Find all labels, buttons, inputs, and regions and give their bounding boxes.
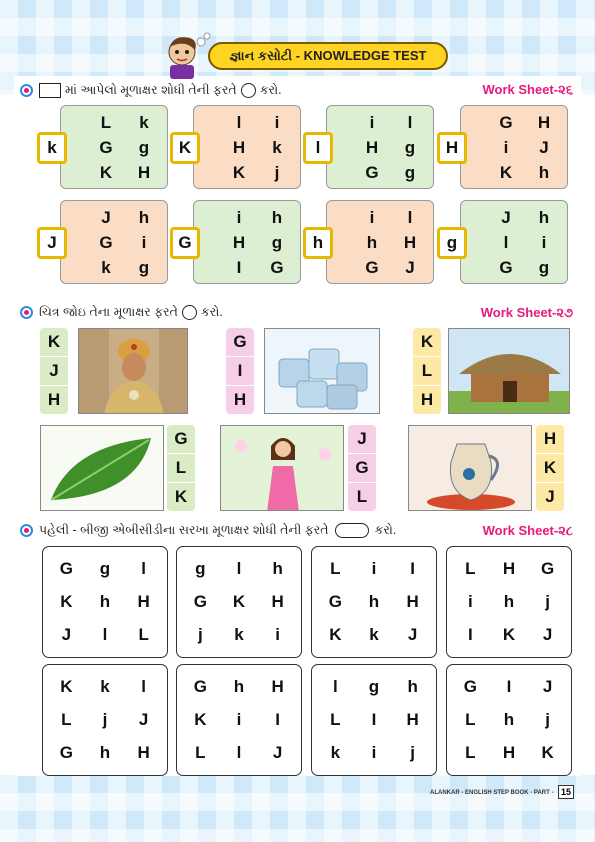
- header-banner: [160, 32, 450, 72]
- grid-letter[interactable]: K: [99, 163, 113, 183]
- girl-picture: [220, 425, 344, 511]
- letter-choice[interactable]: H: [420, 390, 434, 409]
- grid-letter[interactable]: H: [403, 232, 417, 252]
- grid-letter[interactable]: k: [369, 624, 379, 644]
- bullet-icon: [20, 524, 33, 537]
- thinking-boy-icon: [160, 32, 212, 80]
- grid-letter[interactable]: J: [138, 709, 149, 729]
- grid-letter[interactable]: h: [503, 709, 515, 729]
- letter-choice[interactable]: K: [413, 328, 441, 357]
- oval-icon: [335, 523, 369, 538]
- grid-letter[interactable]: J: [101, 207, 111, 227]
- grid-letter[interactable]: G: [193, 591, 207, 611]
- grid-letter[interactable]: j: [545, 591, 551, 611]
- grid-letter[interactable]: H: [502, 559, 516, 579]
- grid-letter[interactable]: l: [141, 677, 147, 697]
- grid-letter[interactable]: g: [404, 137, 416, 157]
- grid-letter[interactable]: g: [538, 258, 550, 278]
- grid-letter[interactable]: i: [274, 112, 280, 132]
- letter-choice-stack: [413, 328, 441, 414]
- section2-instruction: [20, 302, 223, 322]
- grid-letter[interactable]: I: [275, 709, 281, 729]
- letter-choice-stack: [40, 328, 68, 414]
- grid-letter[interactable]: H: [137, 163, 151, 183]
- letter-grid: [312, 200, 434, 284]
- grid-letter[interactable]: K: [60, 677, 73, 697]
- section3-instruction: [20, 520, 396, 540]
- letter-grid: [42, 546, 168, 658]
- letter-choice-stack: [348, 425, 376, 511]
- grid-letter[interactable]: K: [499, 163, 513, 183]
- grid-letter[interactable]: j: [197, 624, 203, 644]
- letter-grid: [311, 546, 437, 658]
- target-letter-box: l: [303, 132, 333, 164]
- grid-letter[interactable]: g: [138, 258, 150, 278]
- grid-letter[interactable]: H: [232, 232, 246, 252]
- grid-letter[interactable]: G: [59, 559, 73, 579]
- page-number: 15: [558, 785, 574, 799]
- letter-grid: [42, 664, 168, 776]
- section3-instruction-text: પહેલી - બીજી એબીસીડીના સરખા મૂળાક્ષર શોધી તેની ફરતે: [39, 522, 329, 537]
- letter-grid: [178, 105, 301, 189]
- grid-letter[interactable]: g: [195, 559, 206, 579]
- letter-grid: [445, 105, 568, 189]
- target-letter-box: H: [437, 132, 467, 164]
- worksheet-label: Work Sheet-૨૮: [482, 523, 573, 538]
- grid-letter[interactable]: I: [410, 559, 416, 579]
- grid-letter[interactable]: J: [61, 624, 72, 644]
- grid-letter[interactable]: h: [368, 591, 380, 611]
- section1-instruction: [20, 80, 282, 100]
- grid-letter[interactable]: l: [332, 677, 338, 697]
- letter-grid: [47, 200, 168, 284]
- grid-letter[interactable]: i: [541, 232, 547, 252]
- grid-letter[interactable]: L: [138, 624, 149, 644]
- letter-choice[interactable]: G: [226, 328, 254, 357]
- jug-picture: [408, 425, 532, 511]
- grid-letter[interactable]: L: [61, 709, 72, 729]
- grid-letter[interactable]: j: [102, 709, 108, 729]
- grid-letter[interactable]: i: [141, 232, 147, 252]
- letter-choice[interactable]: H: [47, 390, 61, 409]
- grid-letter[interactable]: h: [538, 207, 550, 227]
- grid-letter[interactable]: j: [545, 709, 551, 729]
- grid-letter[interactable]: J: [501, 207, 511, 227]
- grid-letter[interactable]: J: [407, 624, 418, 644]
- letter-choice[interactable]: K: [536, 454, 564, 483]
- grid-letter[interactable]: h: [271, 207, 283, 227]
- footer-book-title: ALANKAR - ENGLISH STEP BOOK - PART -: [430, 790, 554, 796]
- grid-letter[interactable]: K: [232, 163, 246, 183]
- grid-letter[interactable]: l: [141, 559, 147, 579]
- leaf-picture: [40, 425, 164, 511]
- grid-letter[interactable]: j: [274, 163, 280, 183]
- grid-letter[interactable]: G: [270, 258, 284, 278]
- letter-choice[interactable]: G: [348, 454, 376, 483]
- grid-letter[interactable]: H: [271, 591, 284, 611]
- grid-letter[interactable]: h: [538, 163, 550, 183]
- grid-letter[interactable]: h: [233, 677, 245, 697]
- grid-letter[interactable]: H: [365, 137, 379, 157]
- letter-choice[interactable]: J: [545, 487, 555, 506]
- letter-grid: [446, 546, 572, 658]
- letter-choice[interactable]: H: [233, 390, 247, 409]
- grid-letter[interactable]: l: [407, 112, 413, 132]
- target-letter-box: J: [37, 227, 67, 259]
- king-picture: [78, 328, 188, 414]
- letter-grid: [311, 664, 437, 776]
- grid-letter[interactable]: L: [330, 559, 341, 579]
- letter-choice[interactable]: G: [167, 425, 195, 454]
- letter-choice[interactable]: L: [167, 454, 195, 483]
- grid-letter[interactable]: h: [503, 591, 515, 611]
- letter-choice[interactable]: J: [40, 357, 68, 386]
- section3-instruction-end: કરો.: [374, 522, 397, 537]
- grid-letter[interactable]: G: [499, 112, 513, 132]
- grid-letter[interactable]: g: [99, 559, 111, 579]
- grid-letter[interactable]: G: [99, 232, 113, 252]
- bullet-icon: [20, 306, 33, 319]
- knowledge-test-title: જ્ઞાન કસોટી - KNOWLEDGE TEST: [208, 42, 448, 70]
- letter-choice-stack: [167, 425, 195, 511]
- grid-letter[interactable]: L: [465, 742, 476, 762]
- letter-choice[interactable]: L: [356, 487, 368, 506]
- grid-letter[interactable]: J: [542, 677, 553, 697]
- bullet-icon: [20, 84, 33, 97]
- grid-letter[interactable]: J: [272, 742, 283, 762]
- grid-letter[interactable]: H: [137, 742, 150, 762]
- letter-grid: [446, 664, 572, 776]
- grid-letter[interactable]: G: [365, 163, 379, 183]
- letter-choice[interactable]: K: [174, 487, 188, 506]
- grid-letter[interactable]: K: [232, 591, 246, 611]
- grid-letter[interactable]: l: [407, 207, 413, 227]
- grid-letter[interactable]: L: [100, 112, 112, 132]
- grid-letter[interactable]: k: [272, 137, 282, 157]
- grid-letter[interactable]: H: [406, 591, 419, 611]
- grid-letter[interactable]: j: [410, 742, 416, 762]
- grid-letter[interactable]: i: [369, 112, 375, 132]
- grid-letter[interactable]: g: [404, 163, 416, 183]
- letter-choice-stack: [536, 425, 564, 511]
- grid-letter[interactable]: H: [537, 112, 551, 132]
- grid-letter[interactable]: h: [366, 232, 378, 252]
- grid-letter[interactable]: I: [371, 709, 377, 729]
- ice-cubes-picture: [264, 328, 380, 414]
- grid-letter[interactable]: K: [329, 624, 342, 644]
- square-box-icon: [39, 83, 61, 98]
- target-letter-box: h: [303, 227, 333, 259]
- grid-letter[interactable]: G: [99, 137, 113, 157]
- grid-letter[interactable]: I: [236, 258, 242, 278]
- grid-letter[interactable]: i: [369, 207, 375, 227]
- letter-choice[interactable]: J: [348, 425, 376, 454]
- letter-grid: [178, 200, 301, 284]
- grid-letter[interactable]: G: [328, 591, 342, 611]
- grid-letter[interactable]: J: [542, 624, 553, 644]
- grid-letter[interactable]: G: [59, 742, 73, 762]
- grid-letter[interactable]: L: [195, 742, 206, 762]
- section2-instruction-end: કરો.: [200, 304, 223, 319]
- grid-letter[interactable]: k: [330, 742, 341, 762]
- letter-choice-stack: [226, 328, 254, 414]
- target-letter-box: K: [170, 132, 200, 164]
- grid-letter[interactable]: G: [499, 258, 513, 278]
- grid-letter[interactable]: G: [463, 677, 477, 697]
- grid-letter[interactable]: K: [60, 591, 73, 611]
- grid-letter[interactable]: h: [272, 559, 283, 579]
- grid-letter[interactable]: H: [137, 591, 150, 611]
- grid-letter[interactable]: H: [406, 709, 419, 729]
- grid-letter[interactable]: i: [371, 742, 377, 762]
- letter-choice[interactable]: K: [40, 328, 68, 357]
- grid-letter[interactable]: l: [236, 742, 242, 762]
- grid-letter[interactable]: g: [368, 677, 380, 697]
- grid-letter[interactable]: k: [101, 258, 111, 278]
- grid-letter[interactable]: h: [138, 207, 150, 227]
- grid-letter[interactable]: k: [139, 112, 149, 132]
- grid-letter[interactable]: J: [405, 258, 415, 278]
- grid-letter[interactable]: i: [236, 709, 242, 729]
- grid-letter[interactable]: h: [99, 742, 111, 762]
- grid-letter[interactable]: h: [99, 591, 111, 611]
- letter-grid: [47, 105, 168, 189]
- circle-icon: [241, 83, 256, 98]
- grid-letter[interactable]: G: [193, 677, 207, 697]
- letter-grid: [315, 105, 434, 189]
- grid-letter[interactable]: L: [330, 709, 341, 729]
- grid-letter[interactable]: L: [465, 559, 476, 579]
- grid-letter[interactable]: i: [236, 207, 242, 227]
- grid-letter[interactable]: l: [236, 559, 242, 579]
- grid-letter[interactable]: h: [407, 677, 418, 697]
- worksheet-label: Work Sheet-૨૭: [480, 305, 573, 320]
- grid-letter[interactable]: i: [503, 137, 509, 157]
- grid-letter[interactable]: H: [502, 742, 516, 762]
- hut-picture: [448, 328, 570, 414]
- grid-letter[interactable]: g: [138, 137, 150, 157]
- circle-icon: [182, 305, 197, 320]
- target-letter-box: k: [37, 132, 67, 164]
- worksheet-label: Work Sheet-૨૬: [482, 82, 573, 97]
- grid-letter[interactable]: I: [506, 677, 512, 697]
- grid-letter[interactable]: l: [236, 112, 242, 132]
- grid-letter[interactable]: K: [541, 742, 554, 762]
- grid-letter[interactable]: g: [271, 232, 283, 252]
- grid-letter[interactable]: k: [100, 677, 110, 697]
- grid-letter[interactable]: G: [365, 258, 379, 278]
- grid-letter[interactable]: H: [232, 137, 246, 157]
- letter-choice[interactable]: L: [413, 357, 441, 386]
- grid-letter[interactable]: i: [371, 559, 377, 579]
- section1-instruction-text: માં આપેલો મૂળાક્ષર શોધી તેની ફરતે: [65, 82, 237, 97]
- letter-grid: [446, 200, 568, 284]
- grid-letter[interactable]: i: [467, 591, 473, 611]
- bottom-pattern-background: [0, 775, 595, 842]
- section2-instruction-text: ચિત્ર જોઇ તેના મૂળાક્ષર ફરતે: [39, 304, 178, 319]
- grid-letter[interactable]: J: [539, 137, 549, 157]
- grid-letter[interactable]: i: [275, 624, 281, 644]
- grid-letter[interactable]: k: [234, 624, 244, 644]
- grid-letter[interactable]: I: [467, 624, 473, 644]
- section1-instruction-end: કરો.: [259, 82, 282, 97]
- letter-choice[interactable]: I: [226, 357, 254, 386]
- grid-letter[interactable]: G: [541, 559, 555, 579]
- letter-grid: [176, 664, 302, 776]
- grid-letter[interactable]: K: [194, 709, 207, 729]
- target-letter-box: g: [437, 227, 467, 259]
- target-letter-box: G: [170, 227, 200, 259]
- letter-choice[interactable]: H: [536, 425, 564, 454]
- grid-letter[interactable]: H: [271, 677, 284, 697]
- grid-letter[interactable]: l: [503, 232, 509, 252]
- grid-letter[interactable]: K: [502, 624, 516, 644]
- grid-letter[interactable]: l: [102, 624, 108, 644]
- grid-letter[interactable]: L: [465, 709, 476, 729]
- letter-grid: [176, 546, 302, 658]
